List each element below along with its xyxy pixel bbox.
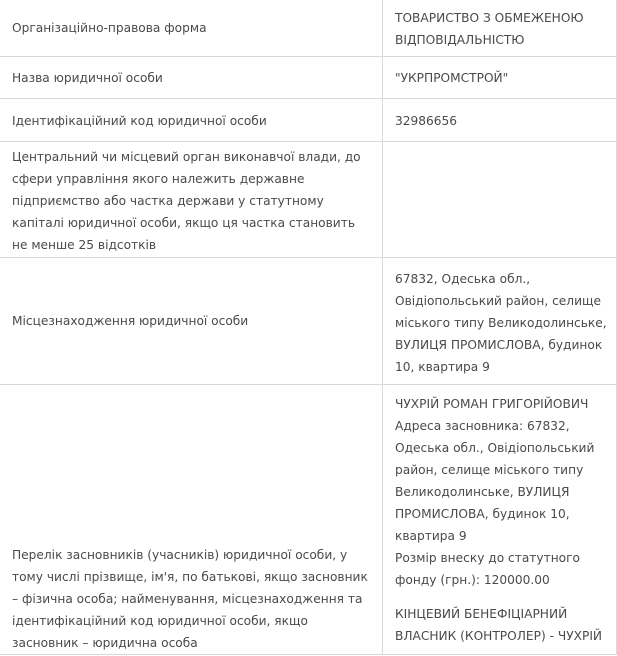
founder-address: Адреса засновника: 67832, Одеська обл., Овідіопольський район, селище міського типу Великодолинське, ВУЛИЦЯ ПРОМИСЛОВА, будинок 10, квартира 9: [395, 419, 595, 543]
row-label: Назва юридичної особи: [0, 57, 383, 99]
row-label: Ідентифікаційний код юридичної особи: [0, 99, 383, 142]
table-row: [0, 142, 617, 258]
row-label: Місцезнаходження юридичної особи: [0, 258, 383, 385]
row-value: ТОВАРИСТВО З ОБМЕЖЕНОЮ ВІДПОВІДАЛЬНІСТЮ: [383, 0, 617, 57]
row-label: Організаційно-правова форма: [0, 0, 383, 57]
table-row: [0, 57, 617, 99]
row-label: Центральний чи місцевий орган виконавчої влади, до сфери управління якого належить державне підприємство або частка держави у статутному капіталі юридичної особи, якщо ця частка становить не менше 25 відсотків: [0, 142, 383, 258]
founder-name: ЧУХРІЙ РОМАН ГРИГОРІЙОВИЧ: [395, 397, 589, 411]
row-value: [383, 142, 617, 258]
row-label: Перелік засновників (учасників) юридичної особи, у тому числі прізвище, ім'я, по батькові, якщо засновник – фізична особа; найменування, місцезнаходження та ідентифікаційний код юридичної особи, якщо засновник – юридична особа: [0, 385, 383, 655]
table-row: [0, 385, 617, 655]
founder-contribution: Розмір внеску до статутного фонду (грн.): 120000.00: [395, 551, 580, 587]
table-row: [0, 0, 617, 57]
table-row: [0, 99, 617, 142]
row-value: "УКРПРОМСТРОЙ": [383, 57, 617, 99]
row-value: 67832, Одеська обл., Овідіопольський район, селище міського типу Великодолинське, ВУЛИЦЯ ПРОМИСЛОВА, будинок 10, квартира 9: [383, 258, 617, 385]
founders-cell: [383, 385, 617, 655]
row-value: 32986656: [383, 99, 617, 142]
table-row: [0, 258, 617, 385]
beneficiary-owner: КІНЦЕВИЙ БЕНЕФІЦІАРНИЙ ВЛАСНИК (КОНТРОЛЕР) - ЧУХРІЙ: [395, 607, 603, 643]
